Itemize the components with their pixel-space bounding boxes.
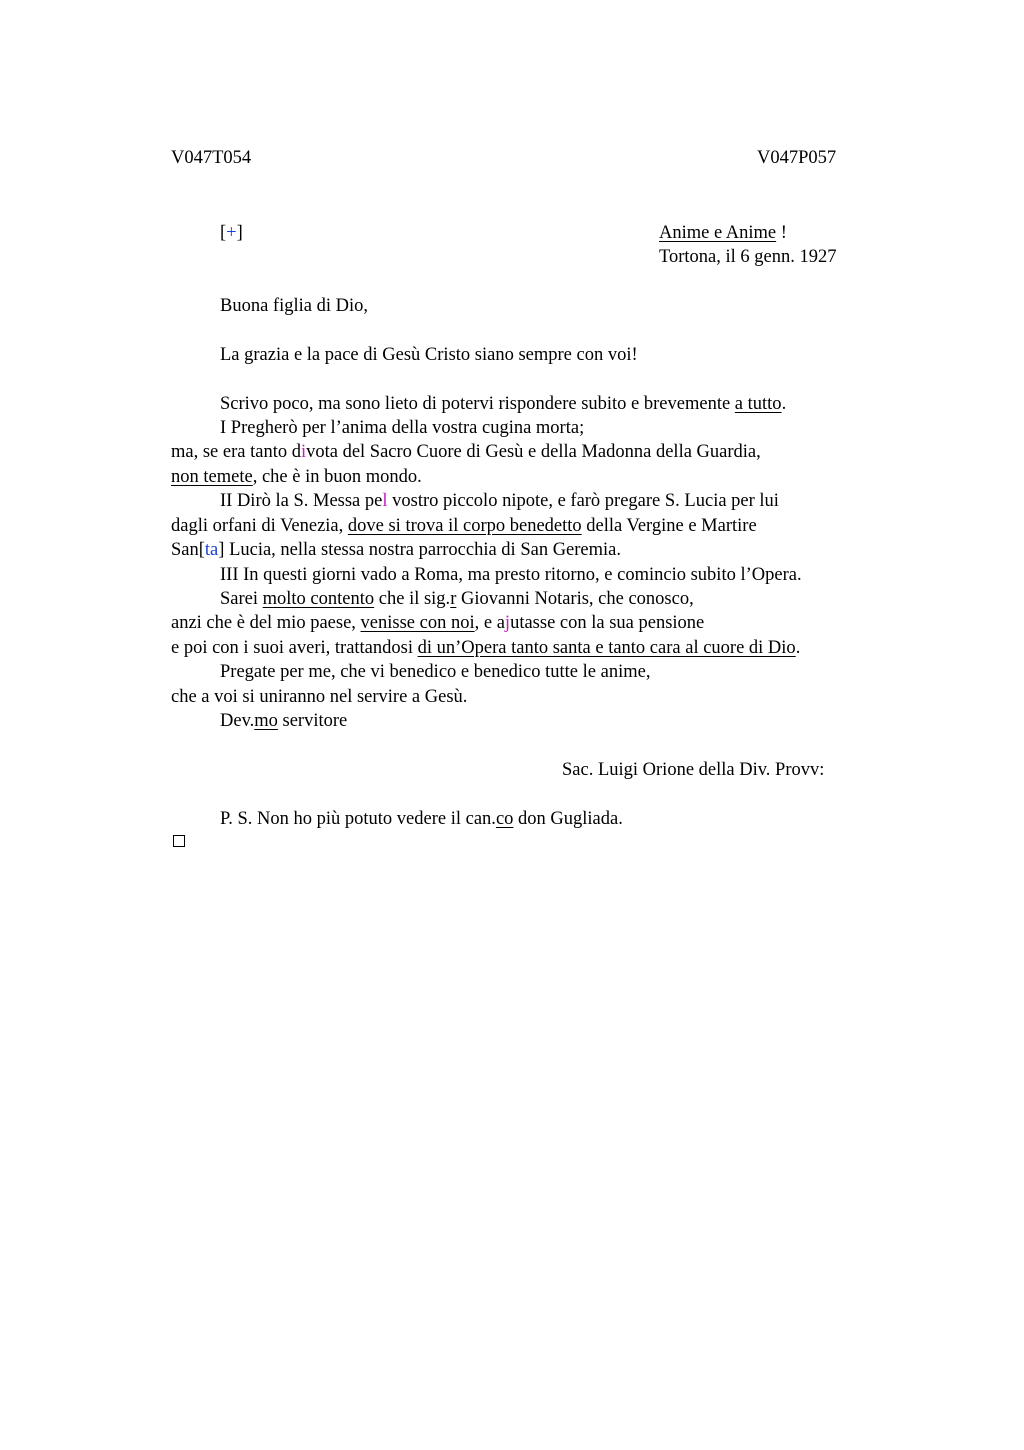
cross-invocation: [+] — [220, 223, 243, 243]
closing-line-2: che a voi si uniranno nel servire a Gesù. — [171, 687, 468, 707]
point-1-line-2: ma, se era tanto divota del Sacro Cuore di Gesù e della Madonna della Guardia, — [171, 442, 761, 462]
postscript: P. S. Non ho più potuto vedere il can.co don Gugliada. — [220, 809, 623, 829]
greeting: La grazia e la pace di Gesù Cristo siano sempre con voi! — [220, 345, 638, 365]
document-code-left: V047T054 — [171, 148, 252, 168]
letter-title: Anime e Anime ! — [659, 223, 787, 243]
salutation: Buona figlia di Dio, — [220, 296, 368, 316]
point-3-line-4: e poi con i suoi averi, trattandosi di un’Opera tanto santa e tanto cara al cuore di Dio. — [171, 638, 801, 658]
point-2-line-2: dagli orfani di Venezia, dove si trova il corpo benedetto della Vergine e Martire — [171, 516, 757, 536]
point-3-line-2: Sarei molto contento che il sig.r Giovanni Notaris, che conosco, — [220, 589, 694, 609]
closing-line-3: Dev.mo servitore — [220, 711, 348, 731]
point-1-line-3: non temete, che è in buon mondo. — [171, 467, 422, 487]
signature: Sac. Luigi Orione della Div. Provv: — [562, 760, 825, 780]
closing-line-1: Pregate per me, che vi benedico e benedico tutte le anime, — [220, 662, 651, 682]
place-date: Tortona, il 6 genn. 1927 — [659, 247, 837, 267]
point-3-line-3: anzi che è del mio paese, venisse con noi, e ajutasse con la sua pensione — [171, 613, 705, 633]
point-2-line-3: San[ta] Lucia, nella stessa nostra parrocchia di San Geremia. — [171, 540, 622, 560]
point-2-line-1: II Dirò la S. Messa pel vostro piccolo nipote, e farò pregare S. Lucia per lui — [220, 491, 779, 511]
document-code-right: V047P057 — [757, 148, 837, 168]
end-of-document-marker — [173, 835, 185, 847]
point-1-line-1: I Pregherò per l’anima della vostra cugina morta; — [220, 418, 585, 438]
paragraph-1: Scrivo poco, ma sono lieto di potervi rispondere subito e brevemente a tutto. — [220, 394, 787, 414]
point-3-line-1: III In questi giorni vado a Roma, ma presto ritorno, e comincio subito l’Opera. — [220, 565, 802, 585]
cross-mark: + — [226, 223, 237, 243]
